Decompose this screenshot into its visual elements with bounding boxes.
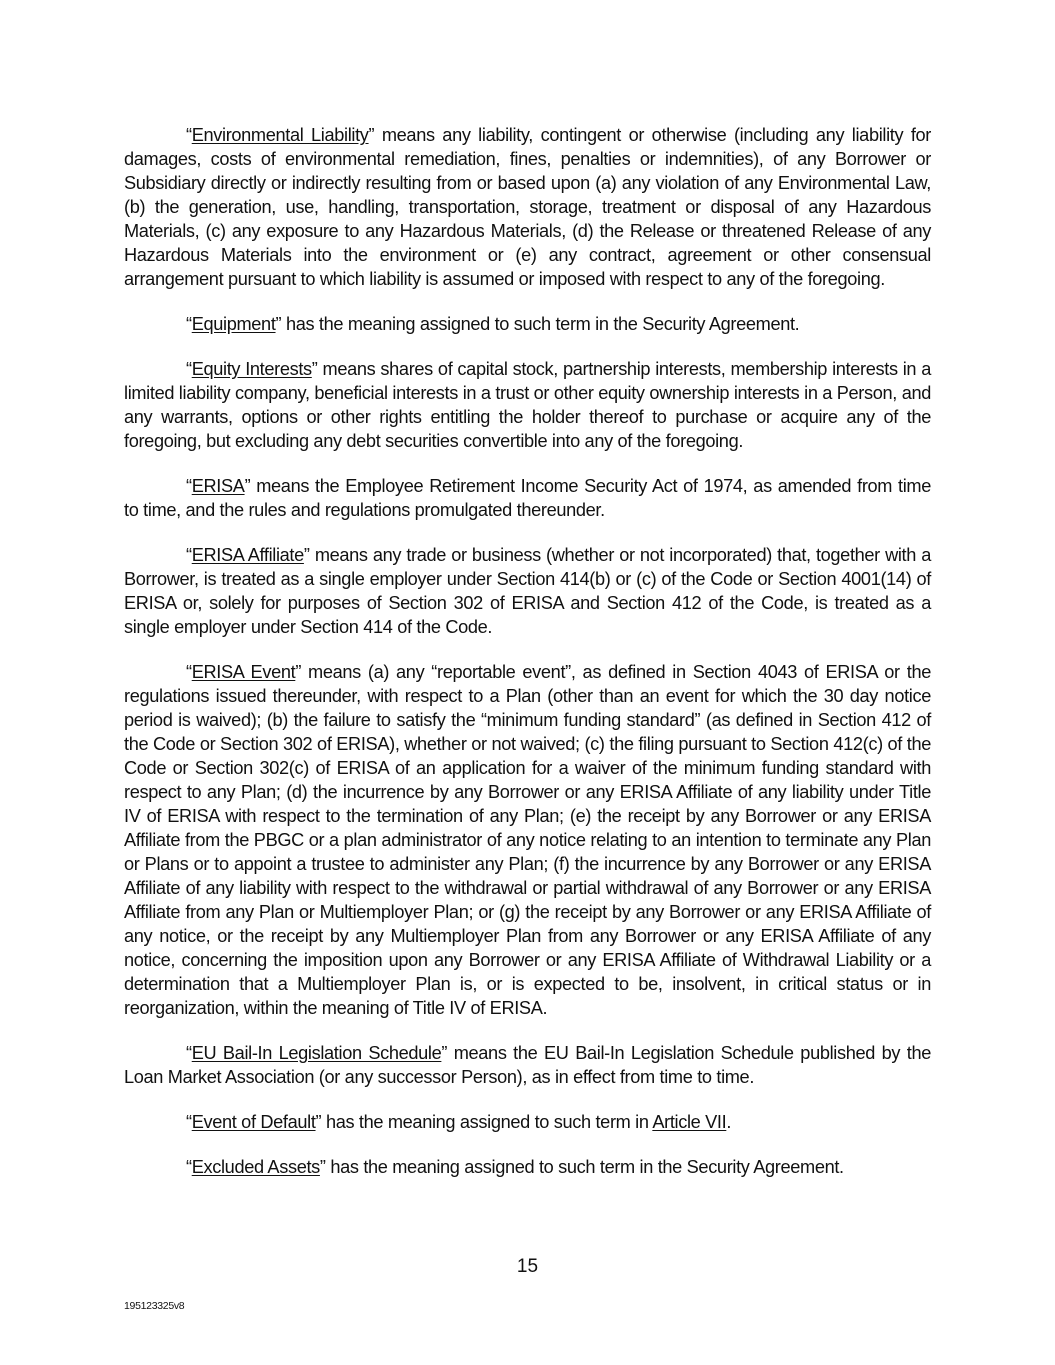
open-quote: “: [186, 476, 192, 496]
definition-equity-interests: [124, 357, 931, 453]
defined-term: ERISA: [191, 476, 245, 496]
defined-term: Equity Interests: [191, 359, 312, 379]
definition-body: means any liability, contingent or otherwise (including any liability for damages, costs of environmental remediation, fines, penalties or indemnities), of any Borrower or Subsidiary directly or indirectly resulting from or based upon (a) any violation of any Environmental Law, (b) the generation, use, handling, transportation, storage, treatment or disposal of any Hazardous Materials, (c) any exposure to any Hazardous Materials, (d) the Release or threatened Release of any Hazardous Materials into the environment or (e) any contract, agreement or other consensual arrangement pursuant to which liability is assumed or imposed with respect to any of the foregoing.: [124, 125, 932, 289]
open-quote: “: [186, 545, 192, 565]
close-quote: ”: [441, 1043, 448, 1063]
defined-term: EU Bail-In Legislation Schedule: [191, 1043, 442, 1063]
definition-body: means shares of capital stock, partnership interests, membership interests in a limited liability company, beneficial interests in a trust or other equity ownership interests in a Person, and any warrants, options or other rights entitling the holder thereof to purchase or acquire any of the foregoing, but excluding any debt securities convertible into any of the foregoing.: [124, 359, 931, 451]
open-quote: “: [186, 1112, 192, 1132]
open-quote: “: [186, 662, 192, 682]
defined-term: Equipment: [191, 314, 276, 334]
definition-body: means (a) any “reportable event”, as defined in Section 4043 of ERISA or the regulations issued thereunder, with respect to a Plan (other than an event for which the 30 day notice period is waived); (b) the failure to satisfy the “minimum funding standard” (as defined in Section 412 of the Code or Section 302 of ERISA), whether or not waived; (c) the filing pursuant to Section 412(c) of the Code or Section 302(c) of ERISA of an application for a waiver of the minimum funding standard with respect to any Plan; (d) the incurrence by any Borrower or any ERISA Affiliate of any liability under Title IV of ERISA with respect to the termination of any Plan; (e) the receipt by any Borrower or any ERISA Affiliate from the PBGC or a plan administrator of any notice relating to an intention to terminate any Plan or Plans or to appoint a trustee to administer any Plan; (f) the incurrence by any Borrower or any ERISA Affiliate of any liability with respect to the withdrawal or partial withdrawal of any Borrower or any ERISA Affiliate from any Plan or Multiemployer Plan; or (g) the receipt by any Borrower or any ERISA Affiliate of any notice, or the receipt by any Multiemployer Plan from any Borrower or any ERISA Affiliate of any notice, concerning the imposition upon any Borrower or any ERISA Affiliate of Withdrawal Liability or a determination that a Multiemployer Plan is, or is expected to be, insolvent, in critical status or in reorganization, within the meaning of Title IV of ERISA.: [124, 662, 931, 1018]
open-quote: “: [186, 125, 192, 145]
defined-term: Excluded Assets: [191, 1157, 320, 1177]
open-quote: “: [186, 359, 192, 379]
definition-erisa: [124, 474, 931, 522]
definition-equipment: [124, 312, 931, 336]
defined-term: ERISA Affiliate: [191, 545, 304, 565]
defined-term: Environmental Liability: [191, 125, 369, 145]
open-quote: “: [186, 314, 192, 334]
close-quote: ”: [275, 314, 282, 334]
close-quote: ”: [303, 545, 310, 565]
close-quote: ”: [244, 476, 251, 496]
definition-body: has the meaning assigned to such term in the Security Agreement.: [325, 1157, 844, 1177]
definition-environmental-liability: [124, 123, 931, 291]
definition-erisa-affiliate: [124, 543, 931, 639]
close-quote: ”: [319, 1157, 326, 1177]
document-id: 195123325v8: [124, 1300, 185, 1312]
close-quote: ”: [315, 1112, 322, 1132]
definition-body: has the meaning assigned to such term in: [321, 1112, 653, 1132]
definition-body: has the meaning assigned to such term in the Security Agreement.: [281, 314, 800, 334]
definition-event-of-default: [124, 1110, 931, 1134]
definition-body: means the Employee Retirement Income Security Act of 1974, as amended from time to time, and the rules and regulations promulgated thereunder.: [124, 476, 931, 520]
definition-erisa-event: [124, 660, 931, 1020]
definition-body: means any trade or business (whether or not incorporated) that, together with a Borrower, is treated as a single employer under Section 414(b) or (c) of the Code or Section 4001(14) of ERISA or, solely for purposes of Section 302 of ERISA and Section 412 of the Code, is treated as a single employer under Section 414 of the Code.: [124, 545, 931, 637]
definition-eu-bail-in-legislation-schedule: [124, 1041, 931, 1089]
close-quote: ”: [368, 125, 375, 145]
page-number: 15: [516, 1256, 539, 1277]
defined-term: ERISA Event: [191, 662, 296, 682]
defined-term: Event of Default: [191, 1112, 316, 1132]
close-quote: ”: [311, 359, 318, 379]
definition-excluded-assets: [124, 1155, 931, 1179]
document-page: [124, 123, 931, 1200]
open-quote: “: [186, 1043, 192, 1063]
open-quote: “: [186, 1157, 192, 1177]
definition-body: means the EU Bail-In Legislation Schedule published by the Loan Market Association (or any successor Person), as in effect from time to time.: [124, 1043, 931, 1087]
definition-tail: .: [726, 1112, 732, 1132]
article-cross-reference: Article VII: [652, 1112, 727, 1132]
close-quote: ”: [295, 662, 302, 682]
